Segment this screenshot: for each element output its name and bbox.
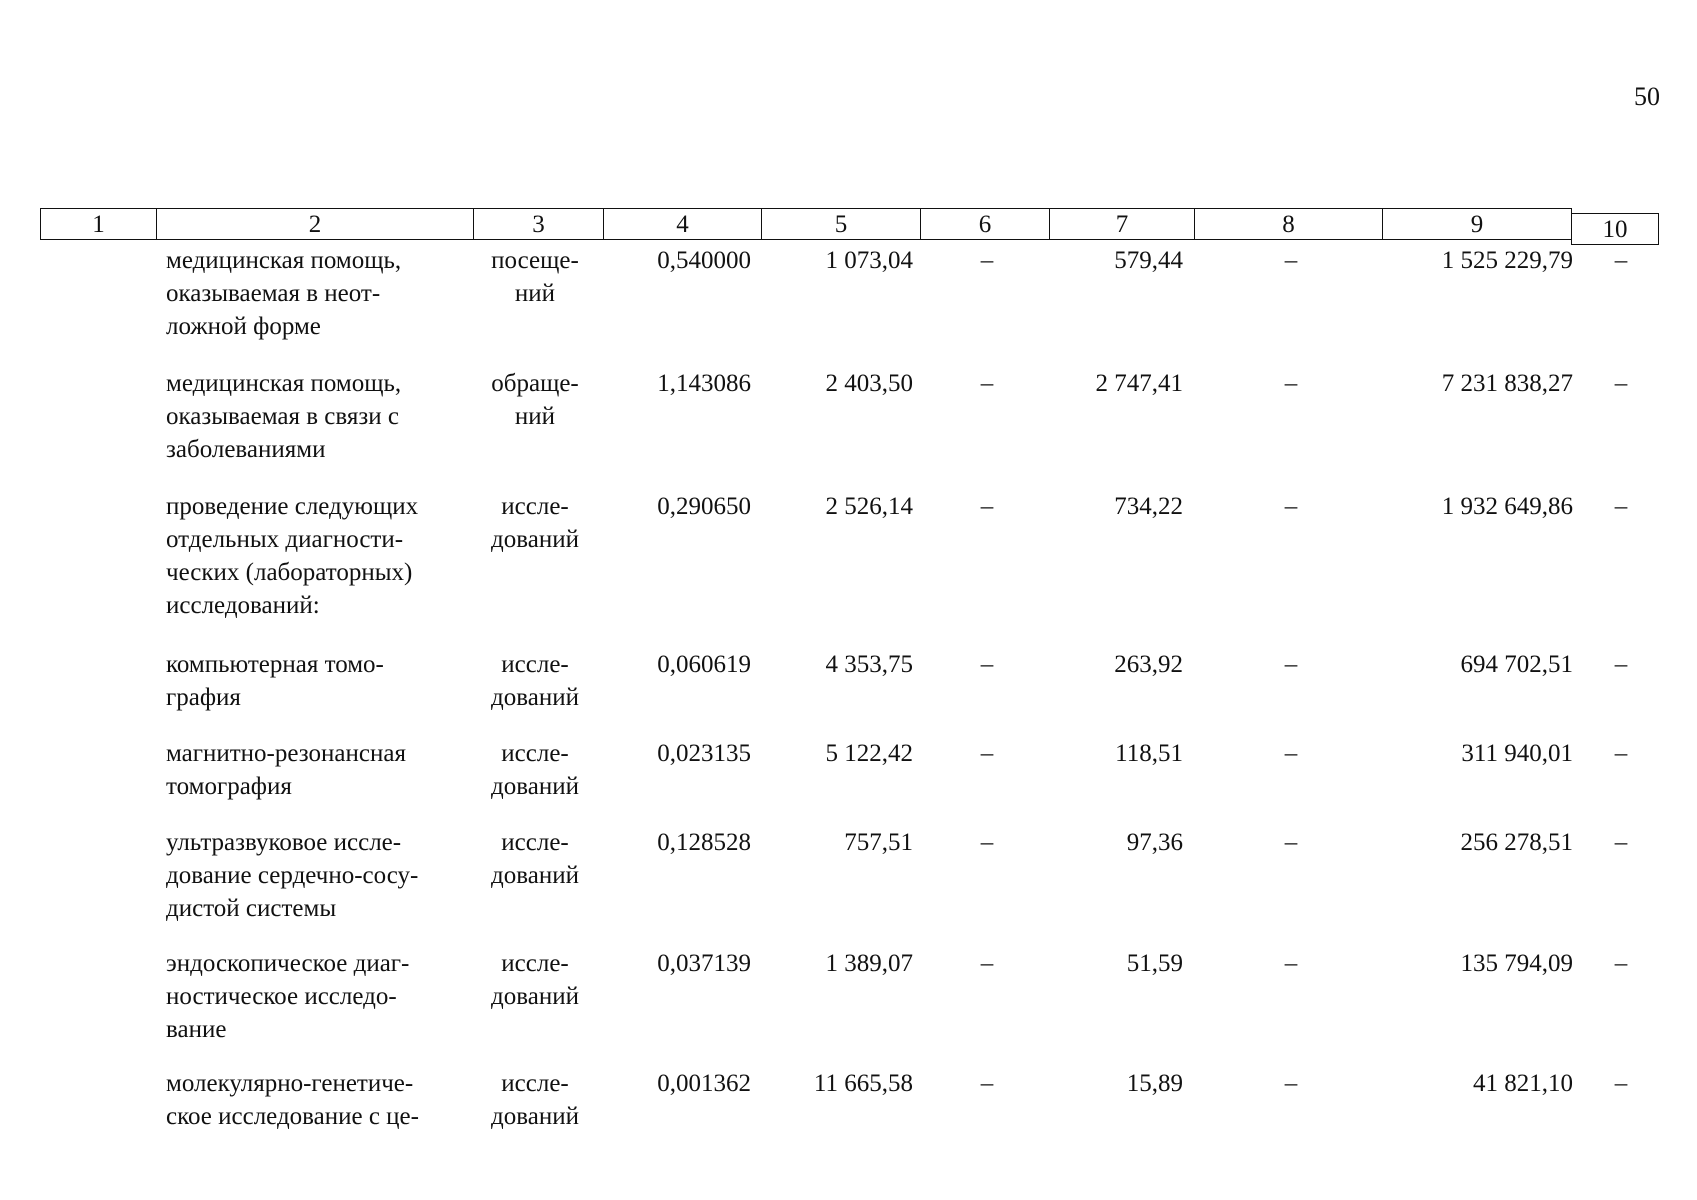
cell-col-8: – [1284,651,1298,678]
cell-col-10: – [1614,651,1628,678]
row-name-line: эндоскопическое диаг- [166,950,410,977]
cell-col-9: 694 702,51 [1460,651,1573,678]
row-name [166,490,460,622]
row-name [166,826,460,925]
row-unit [470,648,600,714]
row-name-line: ложной форме [166,313,321,340]
row-name-line: ческих (лабораторных) [166,559,413,586]
cell-col-4: 0,290650 [657,493,751,520]
row-name-line: оказываемая в неот- [166,280,381,307]
cell-col-10: – [1614,493,1628,520]
cell-col-5: 4 353,75 [825,651,913,678]
cell-col-7: 734,22 [1114,493,1183,520]
column-header-7: 7 [1049,208,1195,240]
cell-col-9: 135 794,09 [1460,950,1573,977]
cell-col-7: 263,92 [1114,651,1183,678]
column-header-1: 1 [40,208,157,240]
row-unit-line: иссле- [501,651,569,678]
cell-col-7: 2 747,41 [1095,370,1183,397]
cell-col-8: – [1284,247,1298,274]
cell-col-8: – [1284,1070,1298,1097]
row-unit [470,490,600,556]
cell-col-5: 11 665,58 [813,1070,913,1097]
cell-col-6: – [980,1070,994,1097]
cell-col-5: 2 403,50 [825,370,913,397]
row-name [166,244,460,343]
row-unit-line: дований [491,773,579,800]
column-header-10: 10 [1571,213,1659,245]
cell-col-4: 0,540000 [657,247,751,274]
row-name-line: отдельных диагности- [166,526,404,553]
cell-col-10: – [1614,950,1628,977]
cell-col-10: – [1614,829,1628,856]
cell-col-9: 256 278,51 [1460,829,1573,856]
row-name-line: дистой системы [166,895,337,922]
cell-col-8: – [1284,829,1298,856]
row-name-line: графия [166,684,241,711]
row-name [166,947,460,1046]
cell-col-5: 1 389,07 [825,950,913,977]
row-name-line: молекулярно-генетиче- [166,1070,414,1097]
cell-col-8: – [1284,740,1298,767]
cell-col-4: 0,128528 [657,829,751,856]
row-name-line: медицинская помощь, [166,370,402,397]
cell-col-8: – [1284,493,1298,520]
cell-col-7: 97,36 [1126,829,1183,856]
cell-col-7: 118,51 [1115,740,1183,767]
cell-col-10: – [1614,740,1628,767]
column-header-4: 4 [603,208,762,240]
cell-col-7: 579,44 [1114,247,1183,274]
row-unit [470,1067,600,1133]
row-unit-line: иссле- [501,493,569,520]
row-name-line: магнитно-резонансная [166,740,406,767]
row-name-line: заболеваниями [166,436,326,463]
row-unit [470,244,600,310]
row-unit [470,737,600,803]
row-unit [470,826,600,892]
cell-col-9: 311 940,01 [1461,740,1573,767]
row-name-line: исследований: [166,592,320,619]
cell-col-10: – [1614,247,1628,274]
row-name-line: ское исследование с це- [166,1103,419,1130]
row-unit-line: обраще- [491,370,579,397]
column-header-5: 5 [761,208,921,240]
column-header-8: 8 [1194,208,1383,240]
row-name-line: ультразвуковое иссле- [166,829,402,856]
page-number: 50 [1634,82,1660,111]
row-name-line: вание [166,1016,227,1043]
row-name [166,1067,460,1133]
table-header-row [0,208,1697,248]
row-unit-line: дований [491,1103,579,1130]
cell-col-6: – [980,247,994,274]
column-header-3: 3 [473,208,604,240]
cell-col-6: – [980,829,994,856]
cell-col-5: 2 526,14 [825,493,913,520]
row-unit-line: дований [491,684,579,711]
column-header-9: 9 [1382,208,1572,240]
cell-col-4: 1,143086 [657,370,751,397]
row-name-line: медицинская помощь, [166,247,402,274]
cell-col-9: 41 821,10 [1473,1070,1573,1097]
row-unit-line: иссле- [501,740,569,767]
cell-col-5: 757,51 [844,829,913,856]
cell-col-10: – [1614,370,1628,397]
cell-col-4: 0,037139 [657,950,751,977]
row-unit-line: иссле- [501,1070,569,1097]
cell-col-6: – [980,370,994,397]
cell-col-9: 1 525 229,79 [1441,247,1573,274]
column-header-6: 6 [920,208,1050,240]
cell-col-6: – [980,740,994,767]
cell-col-4: 0,060619 [657,651,751,678]
cell-col-5: 5 122,42 [825,740,913,767]
row-unit [470,367,600,433]
row-unit-line: иссле- [501,950,569,977]
row-name [166,648,460,714]
cell-col-6: – [980,651,994,678]
cell-col-8: – [1284,950,1298,977]
cell-col-8: – [1284,370,1298,397]
row-unit-line: дований [491,526,579,553]
cell-col-7: 51,59 [1126,950,1183,977]
row-unit-line: дований [491,983,579,1010]
row-unit-line: иссле- [501,829,569,856]
cell-col-9: 7 231 838,27 [1441,370,1573,397]
cell-col-4: 0,001362 [657,1070,751,1097]
row-name-line: оказываемая в связи с [166,403,399,430]
cell-col-5: 1 073,04 [825,247,913,274]
cell-col-4: 0,023135 [657,740,751,767]
row-name-line: томография [166,773,292,800]
row-name-line: проведение следующих [166,493,419,520]
cell-col-9: 1 932 649,86 [1441,493,1573,520]
row-unit-line: дований [491,862,579,889]
row-unit-line: ний [514,403,556,430]
row-unit-line: посеще- [491,247,579,274]
row-name-line: компьютерная томо- [166,651,384,678]
row-unit [470,947,600,1013]
row-name-line: ностическое исследо- [166,983,397,1010]
row-name [166,737,460,803]
column-header-2: 2 [156,208,474,240]
row-name-line: дование сердечно-сосу- [166,862,419,889]
cell-col-6: – [980,493,994,520]
cell-col-7: 15,89 [1126,1070,1183,1097]
cell-col-6: – [980,950,994,977]
row-name [166,367,460,466]
cell-col-10: – [1614,1070,1628,1097]
row-unit-line: ний [514,280,556,307]
